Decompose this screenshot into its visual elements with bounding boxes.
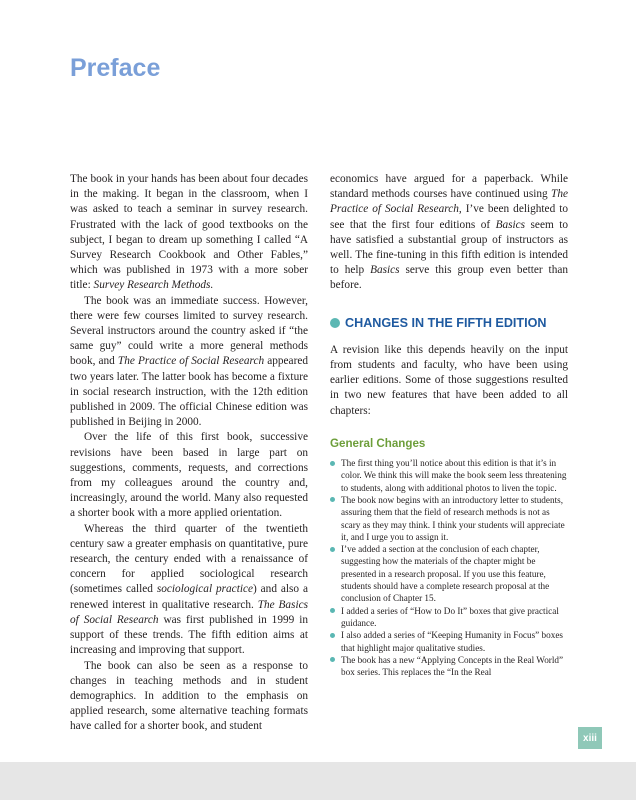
- right-intro-paragraph: economics have argued for a paperback. While standard methods courses have continued using The Practice of Social Research, I’ve been delighted to see that the first four editions of Basics seem to have satisfied a substantial group of instructors as well. The fine-tuning in this fifth edition is intended to help Basics serve this group even better than before.: [330, 173, 569, 292]
- body-paragraph: The book was an immediate success. However, there were few courses limited to survey research. Several instructors around the country asked if “the same guy” could write a more general methods book, and The Practice of Social Research appeared two years later. The latter book has become a fixture in social research instruction, with the 12th edition published in 2009. The official Chinese edition was published in Beijing in 2000.: [70, 294, 308, 429]
- list-item: I’ve added a section at the conclusion of each chapter, suggesting how the materials of the chapter might be presented in a research proposal. If you use this feature, students should have a complete research proposal at the conclusion of Chapter 15.: [330, 543, 568, 604]
- body-paragraph: The book in your hands has been about four decades in the making. It began in the classroom, when I was asked to teach a seminar in survey research. Frustrated with the lack of good textbooks on the subject, I began to dream up something I called “A Survey Research Cookbook and Other Fables,” which was published in 1973 with a more sober title: Survey Research Methods.: [70, 173, 308, 292]
- page-title: Preface: [70, 54, 161, 82]
- bullet-icon: [330, 497, 335, 502]
- list-item: I also added a series of “Keeping Humanity in Focus” boxes that highlight major qualitative studies.: [330, 629, 568, 654]
- body-paragraph: The book can also be seen as a response to changes in teaching methods and in student demographics. In addition to the emphasis on applied research, some alternative teaching formats have called for a shorter book, and student: [70, 659, 308, 733]
- bullet-icon: [330, 461, 335, 466]
- section-paragraph: A revision like this depends heavily on the input from students and faculty, who have been using earlier editions. Some of those suggestions resulted in two new features that have been added to all chapters:: [330, 343, 568, 417]
- subheading: General Changes: [330, 436, 426, 450]
- left-column: [70, 172, 308, 735]
- list-item: The book now begins with an introductory letter to students, assuring them that the field of research methods is not as scary as they may think. I think your students will appreciate it, and I urge you to assign it.: [330, 494, 568, 543]
- section-heading-text: CHANGES IN THE FIFTH EDITION: [345, 315, 547, 330]
- section-bullet-icon: [330, 318, 340, 328]
- page-number: xiii: [578, 727, 602, 749]
- bullet-icon: [330, 608, 335, 613]
- list-item: I added a series of “How to Do It” boxes that give practical guidance.: [330, 605, 568, 630]
- list-item: The first thing you’ll notice about this edition is that it’s in color. We think this will make the book seem less threatening to students, along with additional photos to liven the topic.: [330, 457, 568, 494]
- body-paragraph: Over the life of this first book, successive revisions have been based in large part on suggestions, comments, requests, and corrections from my colleagues around the country and, increasingly, around the world. Many also requested a shorter book with a more applied orientation.: [70, 431, 308, 520]
- right-column: [330, 172, 568, 678]
- list-item: The book has a new “Applying Concepts in the Real World” box series. This replaces the “In the Real: [330, 654, 568, 679]
- bullet-icon: [330, 657, 335, 662]
- section-heading: [330, 316, 568, 331]
- bullet-icon: [330, 547, 335, 552]
- body-paragraph: Whereas the third quarter of the twentieth century saw a greater emphasis on quantitative, pure research, the century ended with a renaissance of concern for applied sociological research (sometimes called sociological practice) and also a renewed interest in qualitative research. The Basics of Social Research was first published in 1999 in support of these trends. The fifth edition aims at increasing and improving that support.: [70, 522, 308, 657]
- bullet-icon: [330, 633, 335, 638]
- changes-list: [330, 457, 568, 678]
